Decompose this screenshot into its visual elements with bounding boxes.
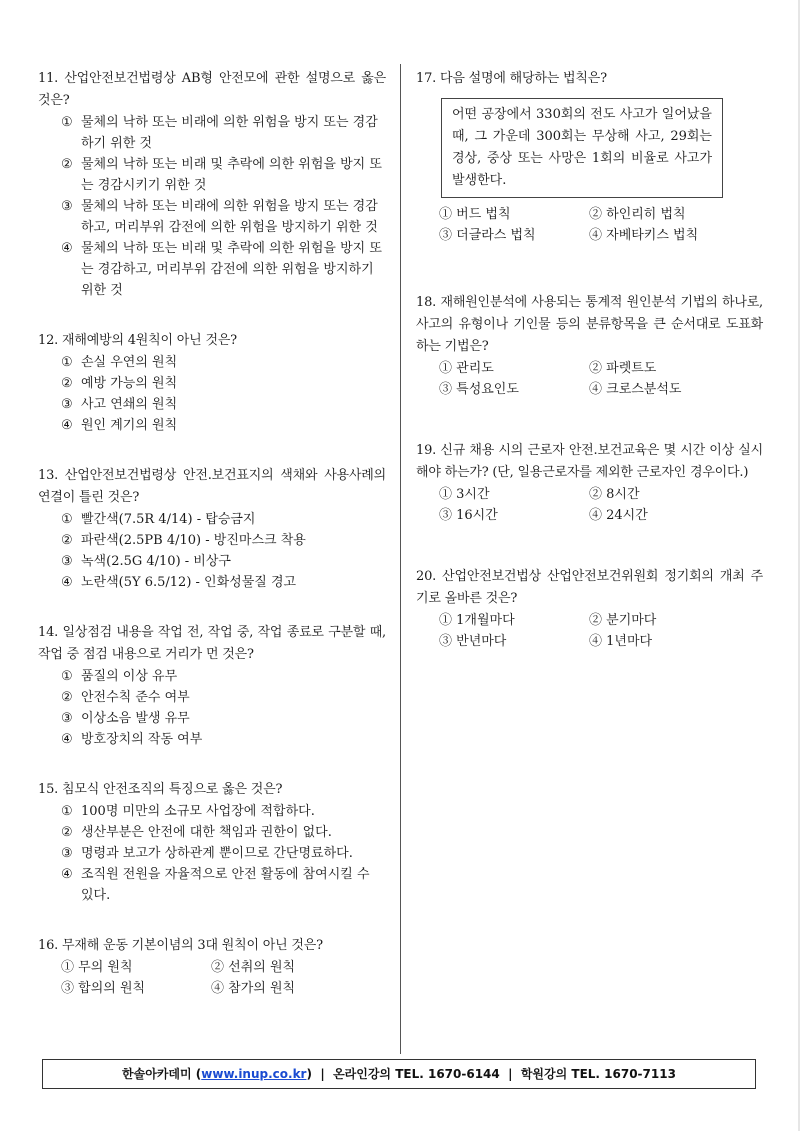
right-column xyxy=(416,68,763,681)
question-stem: 17. 다음 설명에 해당하는 법칙은? xyxy=(416,71,607,86)
answer-option[interactable]: ③ 반년마다 xyxy=(439,634,507,649)
footer-phone-info: ) | 온라인강의 TEL. 1670-6144 | 학원강의 TEL. 1670-7113 xyxy=(306,1067,676,1081)
answer-option[interactable]: ② 생산부분은 안전에 대한 책임과 권한이 없다. xyxy=(61,825,332,840)
question-stem: 15. 침모식 안전조직의 특징으로 옳은 것은? xyxy=(38,782,283,797)
question-stem: 16. 무재해 운동 기본이념의 3대 원칙이 아닌 것은? xyxy=(38,938,323,953)
answer-option[interactable]: ① 100명 미만의 소규모 사업장에 적합하다. xyxy=(61,804,315,819)
answer-option[interactable]: ② 8시간 xyxy=(589,487,640,502)
answer-option[interactable]: ② 물체의 낙하 또는 비래 및 추락에 의한 위험을 방지 또는 경감시키기 위한 것 xyxy=(61,157,382,193)
answer-option[interactable]: ② 안전수칙 준수 여부 xyxy=(61,690,190,705)
answer-option[interactable]: ③ 물체의 낙하 또는 비래에 의한 위험을 방지 또는 경감하고, 머리부위 감전에 의한 위험을 방지하기 위한 것 xyxy=(61,199,378,235)
question-19 xyxy=(416,440,763,526)
answer-option[interactable]: ③ 더글라스 법칙 xyxy=(439,228,536,243)
footer-contact-bar xyxy=(42,1059,756,1089)
question-20 xyxy=(416,566,763,652)
column-divider xyxy=(400,64,401,1054)
answer-option[interactable]: ① 3시간 xyxy=(439,487,490,502)
question-13 xyxy=(38,465,386,593)
answer-option[interactable]: ① 관리도 xyxy=(439,361,494,376)
question-11 xyxy=(38,68,386,301)
question-14 xyxy=(38,622,386,750)
question-stem: 18. 재해원인분석에 사용되는 통계적 원인분석 기법의 하나로, 사고의 유형이나 기인물 등의 분류항목을 큰 순서대로 도표화 하는 기법은? xyxy=(416,295,763,354)
answer-option[interactable]: ④ 24시간 xyxy=(589,508,648,523)
answer-option[interactable]: ② 예방 가능의 원칙 xyxy=(61,376,178,391)
answer-options-grid xyxy=(416,358,763,400)
answer-option[interactable]: ④ 노란색(5Y 6.5/12) - 인화성물질 경고 xyxy=(61,575,297,590)
answer-option[interactable]: ② 파란색(2.5PB 4/10) - 방진마스크 착용 xyxy=(61,533,306,548)
answer-option[interactable]: ① 무의 원칙 xyxy=(61,960,133,975)
answer-option[interactable]: ④ 참가의 원칙 xyxy=(211,981,296,996)
question-stem: 13. 산업안전보건법령상 안전.보건표지의 색채와 사용사례의 연결이 틀린 것은? xyxy=(38,468,386,505)
answer-option[interactable]: ③ 사고 연쇄의 원칙 xyxy=(61,397,178,412)
question-stem: 19. 신규 채용 시의 근로자 안전.보건교육은 몇 시간 이상 실시해야 하는가? (단, 일용근로자를 제외한 근로자인 경우이다.) xyxy=(416,443,763,480)
question-stem: 14. 일상점검 내용을 작업 전, 작업 중, 작업 종료로 구분할 때, 작업 중 점검 내용으로 거리가 먼 것은? xyxy=(38,625,386,662)
answer-option[interactable]: ① 물체의 낙하 또는 비래에 의한 위험을 방지 또는 경감하기 위한 것 xyxy=(61,115,378,151)
answer-option[interactable]: ① 버드 법칙 xyxy=(439,207,511,222)
footer-academy-name: 한솔아카데미 ( xyxy=(122,1067,202,1081)
answer-option[interactable]: ④ 원인 계기의 원칙 xyxy=(61,418,178,433)
answer-option[interactable]: ② 하인리히 법칙 xyxy=(589,207,686,222)
answer-option[interactable]: ④ 자베타키스 법칙 xyxy=(589,228,699,243)
answer-option[interactable]: ③ 특성요인도 xyxy=(439,382,519,397)
answer-option[interactable]: ③ 이상소음 발생 유무 xyxy=(61,711,190,726)
left-column xyxy=(38,68,386,1028)
answer-options-grid xyxy=(38,957,386,999)
answer-option[interactable]: ④ 1년마다 xyxy=(589,634,653,649)
answer-option[interactable]: ② 선취의 원칙 xyxy=(211,960,296,975)
footer-website-link[interactable]: www.inup.co.kr xyxy=(201,1067,307,1081)
answer-option[interactable]: ② 분기마다 xyxy=(589,613,657,628)
question-17 xyxy=(416,68,763,246)
answer-option[interactable]: ④ 크로스분석도 xyxy=(589,382,682,397)
answer-option[interactable]: ④ 조직원 전원을 자율적으로 안전 활동에 참여시킬 수 있다. xyxy=(61,867,370,903)
answer-option[interactable]: ① 품질의 이상 유무 xyxy=(61,669,178,684)
answer-option[interactable]: ② 파렛트도 xyxy=(589,361,657,376)
answer-option[interactable]: ④ 방호장치의 작동 여부 xyxy=(61,732,203,747)
answer-option[interactable]: ① 손실 우연의 원칙 xyxy=(61,355,178,370)
answer-option[interactable]: ④ 물체의 낙하 또는 비래 및 추락에 의한 위험을 방지 또는 경감하고, 머리부위 감전에 의한 위험을 방지하기 위한 것 xyxy=(61,241,382,298)
answer-option[interactable]: ③ 합의의 원칙 xyxy=(61,981,146,996)
question-16 xyxy=(38,935,386,999)
answer-options-grid xyxy=(416,610,763,652)
question-stem: 20. 산업안전보건법상 산업안전보건위원회 정기회의 개최 주기로 올바른 것은? xyxy=(416,569,763,606)
question-stem: 11. 산업안전보건법령상 AB형 안전모에 관한 설명으로 옳은 것은? xyxy=(38,71,386,108)
answer-option[interactable]: ① 빨간색(7.5R 4/14) - 탑승금지 xyxy=(61,512,256,527)
question-18 xyxy=(416,292,763,400)
answer-options-grid xyxy=(416,204,763,246)
answer-option[interactable]: ③ 명령과 보고가 상하관계 뿐이므로 간단명료하다. xyxy=(61,846,353,861)
answer-option[interactable]: ③ 녹색(2.5G 4/10) - 비상구 xyxy=(61,554,231,569)
question-12 xyxy=(38,330,386,436)
question-stem: 12. 재해예방의 4원칙이 아닌 것은? xyxy=(38,333,237,348)
answer-option[interactable]: ③ 16시간 xyxy=(439,508,498,523)
answer-options-grid xyxy=(416,484,763,526)
answer-option[interactable]: ① 1개월마다 xyxy=(439,613,515,628)
description-box: 어떤 공장에서 330회의 전도 사고가 일어났을 때, 그 가운데 300회는 무상해 사고, 29회는 경상, 중상 또는 사망은 1회의 비율로 사고가 발생한다. xyxy=(441,98,723,198)
question-15 xyxy=(38,779,386,906)
